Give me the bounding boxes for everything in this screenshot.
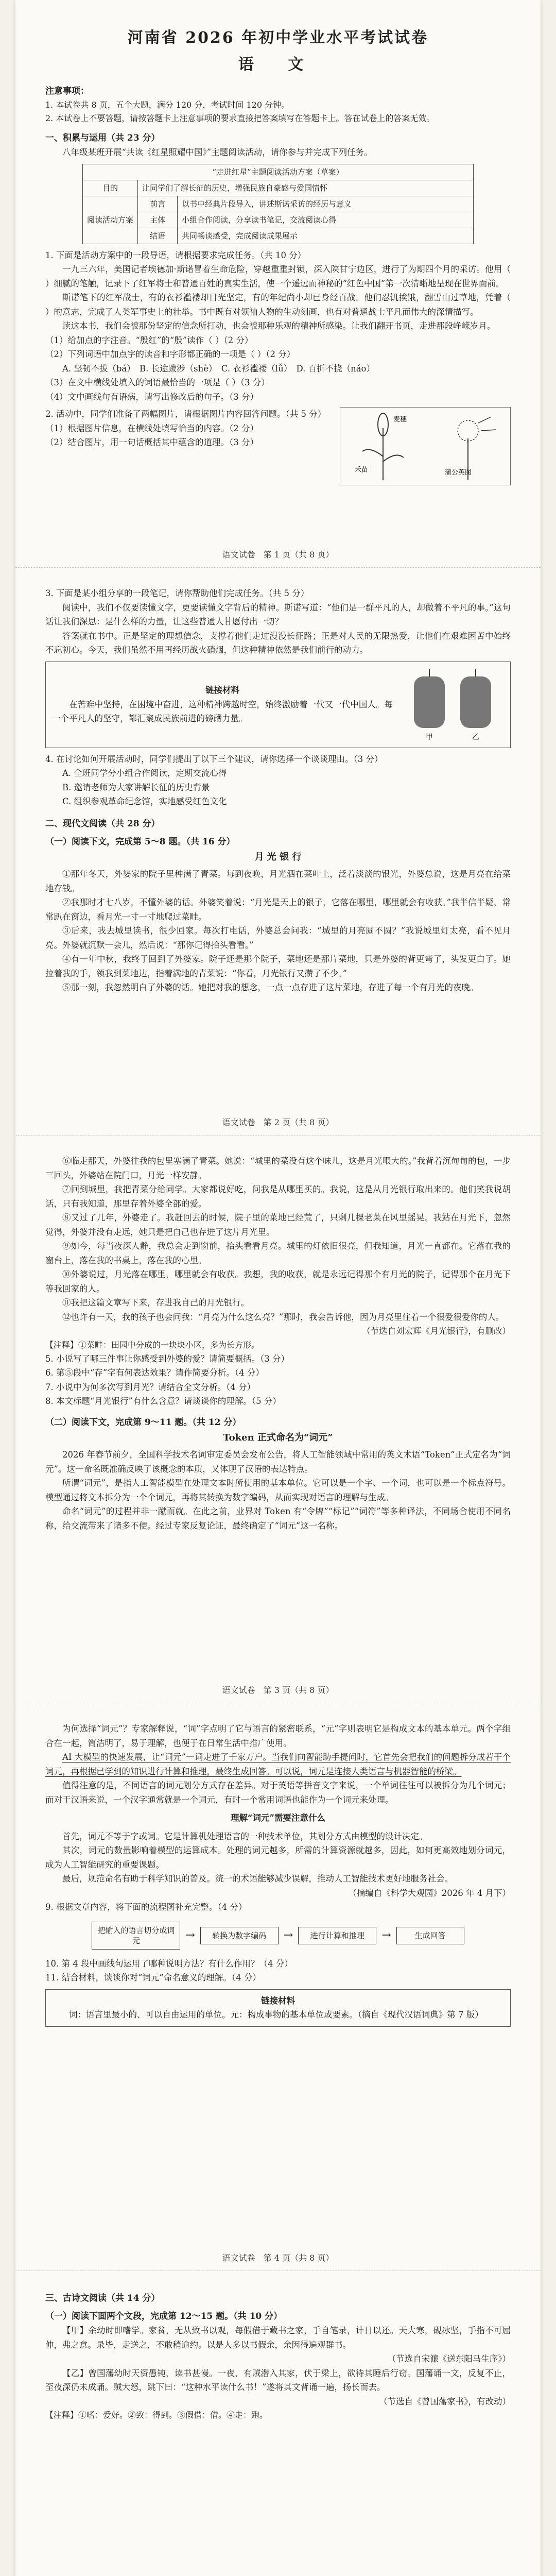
passage-paragraph: 斯诺笔下的红军战士，有的衣衫褴褛却目光坚定，有的年纪尚小却已身经百战。他们忍饥挨饿，翻雪山过草地，凭着（ ）的意志，完成了人类军事史上的壮举。书中既有对领袖人物的生动刻画，也有对普通战士平凡而伟大的深情描写。 bbox=[45, 293, 511, 317]
source-note: （节选自刘宏辉《月光银行》，有删改） bbox=[362, 1326, 511, 1336]
subsection-heading: （一）阅读下文，完成第 5～8 题。（共 16 分） bbox=[45, 836, 235, 847]
answer-option: A. 全班同学分小组合作阅读，定期交流心得 bbox=[62, 768, 227, 778]
story-paragraph: ⑩外婆说过，月光落在哪里，哪里就会有收获。我想，我的收获，就是永远记得那个有月光的院子，记得那个在月光下等我回家的人。 bbox=[45, 1269, 511, 1294]
question: 5. 小说写了哪三件事让你感受到外婆的爱？请简要概括。（3 分） bbox=[45, 1353, 289, 1364]
question-4: 4. 在讨论如何开展活动时，同学们提出了以下三个建议，请你选择一个谈谈理由。（3 分） bbox=[45, 754, 383, 764]
plan-cell: 共同畅谈感受，完成阅读成果展示 bbox=[178, 228, 474, 244]
plan-cell: 小组合作阅读，分享读书笔记，交流阅读心得 bbox=[178, 212, 474, 228]
essay-title: Token 正式命名为“词元” bbox=[223, 1432, 333, 1443]
story-paragraph: ⑧又过了几年，外婆走了。我赶回去的时候，院子里的菜地已经荒了，只剩几棵老菜在风里摇晃。我站在月光下，忽然觉得，外婆并没有走远，她只是把自己也存进了这片月光里。 bbox=[45, 1213, 511, 1237]
question: 9. 根据文章内容，将下面的流程图补充完整。（4 分） bbox=[45, 1902, 247, 1912]
passage-paragraph: 阅读中，我们不仅要读懂文字，更要读懂文字背后的精神。斯诺写道：“他们是一群平凡的人，却做着不平凡的事。”这句话让我们深思：是什么样的力量，让这些普通人甘愿付出一切？ bbox=[45, 602, 511, 626]
image-label: 麦穗 bbox=[393, 416, 407, 423]
sub-question: （2）下列词语中加点字的读音和字形都正确的一项是（ ）（2 分） bbox=[45, 349, 296, 359]
question-1: 1. 下面是活动方案中的一段导语，请根据要求完成任务。（共 10 分） bbox=[45, 250, 306, 260]
classical-passage: 【甲】余幼时即嗜学。家贫，无从致书以观，每假借于藏书之家，手自笔录，计日以还。天大寒，砚冰坚，手指不可屈伸，弗之怠。录毕，走送之，不敢稍逾约。以是人多以书假余，余因得遍观群书。 bbox=[45, 2326, 511, 2350]
plan-cell: 以书中经典片段导入，讲述斯诺采访的经历与意义 bbox=[178, 196, 474, 212]
notice-heading: 注意事项： bbox=[45, 86, 89, 96]
image-label: 乙 bbox=[472, 733, 479, 741]
answer-option: B. 邀请老师为大家讲解长征的历史背景 bbox=[62, 782, 210, 792]
exam-title: 河南省 2026 年初中学业水平考试试卷 bbox=[127, 29, 429, 47]
flow-step: 进行计算和推理 bbox=[298, 1927, 376, 1944]
answer-options: A. 坚韧不拔（bá） B. 长途跋涉（shè） C. 衣衫褴褛（lǚ） D. 百折不挠（náo） bbox=[62, 363, 375, 374]
story-paragraph: ③后来，我去城里读书，很少回家。每次打电话，外婆总会问我：“城里的月亮圆不圆？”我说城里灯太亮，看不见月亮。外婆就沉默一会儿，然后说：“那你记得抬头看看。” bbox=[45, 926, 511, 950]
question: 8. 本文标题“月光银行”有什么含意？请谈谈你的理解。（5 分） bbox=[45, 1396, 281, 1406]
essay-paragraph: 首先，词元不等于字或词。它是计算机处理语言的一种技术单位，其划分方式由模型的设计决定。 bbox=[62, 1831, 428, 1841]
story-paragraph: ②我那时才七八岁，不懂外婆的话。外婆笑着说：“月光是天上的银子，它落在哪里，哪里就会有收获。”我半信半疑，常常趴在窗边，看月光一寸一寸地爬过菜畦。 bbox=[45, 897, 511, 922]
answer-option: C. 组织参观革命纪念馆，实地感受红色文化 bbox=[62, 796, 227, 806]
flow-chart bbox=[45, 1922, 511, 1950]
story-paragraph: ⑤那一刻，我忽然明白了外婆的话。她把对我的想念，一点一点存进了这片菜地，存进了每一个有月光的夜晚。 bbox=[62, 982, 479, 992]
plan-cell: 主体 bbox=[138, 212, 178, 228]
question-2: 2. 活动中，同学们准备了两幅图片，请根据图片内容回答问题。（共 5 分） bbox=[45, 409, 326, 419]
link-title: 链接材料 bbox=[205, 685, 239, 696]
plan-cell: 阅读活动方案 bbox=[83, 196, 138, 244]
story-title: 月 光 银 行 bbox=[254, 851, 302, 862]
question-2-images bbox=[340, 407, 511, 485]
section-intro: 八年级某班开展“共读《红星照耀中国》”主题阅读活动，请你参与并完成下列任务。 bbox=[62, 147, 373, 157]
sub-question: （1）给加点的字注音。“殷红”的“殷”读作（ ）（2 分） bbox=[45, 335, 253, 345]
story-paragraph: ⑨如今，每当夜深人静，我总会走到窗前，抬头看看月亮。城里的灯依旧很亮，但我知道，月光一直都在。它落在我的窗台上，落在我的书桌上，落在我的心里。 bbox=[45, 1241, 511, 1265]
activity-plan-table bbox=[82, 164, 474, 244]
subject-title: 语 文 bbox=[238, 56, 318, 74]
plan-cell: 结语 bbox=[138, 228, 178, 244]
image-label: 蒲公英图 bbox=[444, 469, 472, 477]
question-3: 3. 下面是某小组分享的一段笔记，请你帮助他们完成任务。（共 5 分） bbox=[45, 588, 309, 598]
question-2-block bbox=[45, 407, 511, 485]
sub-question: （2）结合图片，用一句话概括其中蕴含的道理。（3 分） bbox=[45, 437, 258, 447]
story-paragraph: ①那年冬天，外婆家的院子里种满了青菜。每到夜晚，月光洒在菜叶上，泛着淡淡的银光，外婆总说，这是月亮在给菜地存钱。 bbox=[45, 869, 511, 893]
flow-step: 转换为数字编码 bbox=[200, 1927, 279, 1944]
plan-cell: 前言 bbox=[138, 196, 178, 212]
plan-title: “走进红星”主题阅读活动方案（草案） bbox=[83, 164, 474, 180]
exam-page-5 bbox=[15, 2271, 541, 2576]
section-heading: 二、现代文阅读（共 28 分） bbox=[45, 818, 160, 829]
plan-cell: 目的 bbox=[83, 180, 138, 196]
essay-paragraph: 2026 年春节前夕，全国科学技术名词审定委员会发布公告，将人工智能领域中常用的英文术语“Token”正式定名为“词元”。这一命名既准确反映了该概念的本质，又体现了汉语的表达特点。 bbox=[45, 1450, 511, 1474]
essay-paragraph-underlined: AI 大模型的快速发展，让“词元”一词走进了千家万户。当我们向智能助手提问时，它首先会把我们的问题拆分成若干个词元，再根据已学到的知识进行计算和推理，最终生成回答。可以说，词元是连接人类语言与机器智能的桥梁。 bbox=[45, 1752, 511, 1776]
wheat-illustration bbox=[344, 410, 422, 482]
link-text: 词：语言里最小的、可以自由运用的单位。元：构成事物的基本单位或要素。（摘自《现代汉语词典》第 7 版） bbox=[69, 2010, 483, 2020]
source-note: （节选自《曾国藩家书》，有改动） bbox=[379, 2396, 511, 2406]
section-heading: 一、积累与运用（共 23 分） bbox=[45, 133, 160, 143]
flow-step: 生成回答 bbox=[396, 1927, 464, 1944]
exam-page-4 bbox=[15, 1703, 541, 2270]
plan-cell: 让同学们了解长征的历史，增强民族自豪感与爱国情怀 bbox=[138, 180, 474, 196]
essay-subheading: 理解“词元”需要注意什么 bbox=[231, 1813, 325, 1823]
sub-question: （1）根据图片信息，在横线处填写恰当的内容。（2 分） bbox=[45, 423, 258, 433]
notice-item: 2. 本试卷上不要答题，请按答题卡上注意事项的要求直接把答案填写在答题卡上。答在试卷上的答案无效。 bbox=[45, 113, 435, 123]
image-label: 禾苗 bbox=[354, 466, 368, 474]
passage-paragraph: 答案就在书中。正是坚定的理想信念，支撑着他们走过漫漫长征路；正是对人民的无限热爱，让他们在艰难困苦中始终不忘初心。今天，我们虽然不用再经历战火硝烟，但这种精神依然是我们前行的动力。 bbox=[45, 631, 511, 655]
exam-page-1 bbox=[15, 0, 541, 567]
essay-paragraph: 为何选择“词元”？专家解释说，“词”字点明了它与语言的紧密联系，“元”字则表明它是构成文本的基本单元。两个字组合在一起，简洁明了，易于理解，也便于在日常生活中推广使用。 bbox=[45, 1724, 511, 1748]
arrow-right-icon: → bbox=[283, 1929, 293, 1942]
section-heading: 三、古诗文阅读（共 14 分） bbox=[45, 2293, 160, 2303]
passage-paragraph: 一九三六年，美国记者埃德加·斯诺冒着生命危险，穿越重重封锁，深入陕甘宁边区，进行了为期四个月的采访。他用（ ）细腻的笔触，记录下了红军将士和普通百姓的真实生活，使一个遥远而神秘的“红色中国”第一次清晰地呈现在世界面前。 bbox=[45, 264, 511, 289]
question: 11. 结合材料，谈谈你对“词元”命名意义的理解。（4 分） bbox=[45, 1973, 261, 1982]
subsection-heading: （一）阅读下面两个文段，完成第 12～15 题。（共 10 分） bbox=[45, 2311, 283, 2321]
classical-passage: 【乙】曾国藩幼时天资愚钝，读书甚慢。一夜，有贼潜入其家，伏于梁上，欲待其睡后行窃。国藩诵一文，反复不止，至夜深仍未成诵。贼大怒，跳下曰：“这种水平读什么书！”遂将其文背诵一遍，扬长而去。 bbox=[45, 2368, 511, 2392]
sub-question: （3）在文中横线处填入的词语最恰当的一项是（ ）（3 分） bbox=[45, 378, 270, 387]
essay-paragraph: 最后，规范命名有助于科学知识的普及。统一的术语能够减少误解，推动人工智能技术更好地服务社会。 bbox=[62, 1874, 453, 1884]
dandelion-illustration bbox=[429, 410, 507, 482]
page-footer: 语文试卷 第 2 页（共 8 页） bbox=[222, 1117, 334, 1127]
image-label: 甲 bbox=[426, 733, 433, 741]
source-note: （摘编自《科学大观园》2026 年 4 月下） bbox=[348, 1888, 511, 1898]
subsection-heading: （二）阅读下文，完成第 9～11 题。（共 12 分） bbox=[45, 1417, 241, 1428]
page-footer: 语文试卷 第 4 页（共 8 页） bbox=[222, 2253, 334, 2263]
lantern-illustration bbox=[401, 666, 504, 743]
passage-paragraph: 读这本书，我们会被那份坚定的信念所打动，也会被那种乐观的精神所感染。让我们翻开书页，走进那段峥嵘岁月。 bbox=[62, 321, 496, 331]
arrow-right-icon: → bbox=[185, 1929, 195, 1942]
question: 10. 第 4 段中画线句运用了哪种说明方法？有什么作用？（4 分） bbox=[45, 1958, 293, 1969]
link-text: 在苦难中坚持，在困境中奋进，这种精神跨越时空，始终激励着一代又一代中国人。每一个平凡人的坚守，都汇聚成民族前进的磅礴力量。 bbox=[52, 699, 393, 724]
essay-paragraph: 所谓“词元”，是指人工智能模型在处理文本时所使用的基本单位。它可以是一个字、一个词，也可以是一个标点符号。模型通过将文本拆分为一个个词元，再将其转换为数字编码，从而实现对语言的理解与生成。 bbox=[45, 1478, 511, 1502]
story-paragraph: ⑫也许有一天，我的孩子也会问我：“月亮为什么这么亮？”那时，我会告诉他，因为月亮里住着一个很爱很爱你的人。 bbox=[62, 1312, 505, 1322]
question: 7. 小说中为何多次写到月光？请结合全文分析。（4 分） bbox=[45, 1382, 255, 1392]
source-note: （节选自宋濂《送东阳马生序》） bbox=[387, 2354, 511, 2364]
story-paragraph: ⑪我把这篇文章写下来，存进我自己的月光银行。 bbox=[62, 1298, 249, 1308]
story-paragraph: ⑥临走那天，外婆往我的包里塞满了青菜。她说：“城里的菜没有这个味儿，这是月光喂大的。”我背着沉甸甸的包，一步三回头，外婆站在院门口，月光一样安静。 bbox=[45, 1156, 511, 1180]
page-footer: 语文试卷 第 3 页（共 8 页） bbox=[222, 1685, 334, 1695]
sub-question: （4）文中画线句有语病，请写出修改后的句子。（3 分） bbox=[45, 392, 258, 402]
link-title: 链接材料 bbox=[261, 1995, 295, 2006]
footnote: 【注释】①菜畦：田园中分成的一块块小区，多为长方形。 bbox=[45, 1340, 260, 1350]
footnote: 【注释】①嗜：爱好。②致：得到。③假借：借。④走：跑。 bbox=[45, 2410, 268, 2420]
link-material-box bbox=[45, 1989, 511, 2027]
exam-sheet bbox=[15, 0, 541, 2576]
story-paragraph: ⑦回到城里，我把青菜分给同学。大家都说好吃，问我是从哪里买的。我说，这是从月光银行取出来的。他们笑我说胡话，只有我知道，那里存着外婆全部的爱。 bbox=[45, 1184, 511, 1209]
exam-page-3 bbox=[15, 1136, 541, 1703]
flow-step: 把输入的语言切分成词元 bbox=[92, 1922, 180, 1950]
essay-paragraph: 其次，词元的数量影响着模型的运算成本。处理的词元越多，所需的计算资源就越多，因此，如何更高效地划分词元，成为人工智能研究的重要课题。 bbox=[45, 1845, 511, 1870]
question: 6. 第⑤段中“存”字有何表达效果？请作简要分析。（4 分） bbox=[45, 1368, 264, 1378]
page-footer: 语文试卷 第 1 页（共 8 页） bbox=[222, 550, 334, 560]
arrow-right-icon: → bbox=[381, 1929, 391, 1942]
story-paragraph: ④有一年中秋，我终于回到了外婆家。院子还是那个院子，菜地还是那片菜地，只是外婆的背更弯了，头发更白了。她拉着我的手，领我到菜地边，指着满地的青菜说：“你看，月光银行又攒了不少。” bbox=[45, 954, 511, 978]
link-material-box bbox=[45, 662, 511, 748]
exam-page-2 bbox=[15, 568, 541, 1135]
essay-paragraph: 值得注意的是，不同语言的词元划分方式存在差异。对于英语等拼音文字来说，一个单词往往可以被拆分为几个词元；而对于汉语来说，一个汉字通常就是一个词元，有时一个常用词语也能作为一个词元来处理。 bbox=[45, 1781, 511, 1805]
essay-paragraph: 命名“词元”的过程并非一蹴而就。在此之前，业界对 Token 有“令牌”“标记”“词符”等多种译法，不同场合使用不同名称，给交流带来了诸多不便。经过专家反复论证，最终确定了“词元”这一名称。 bbox=[45, 1506, 511, 1531]
notice-item: 1. 本试卷共 8 页，五个大题，满分 120 分，考试时间 120 分钟。 bbox=[45, 100, 290, 110]
